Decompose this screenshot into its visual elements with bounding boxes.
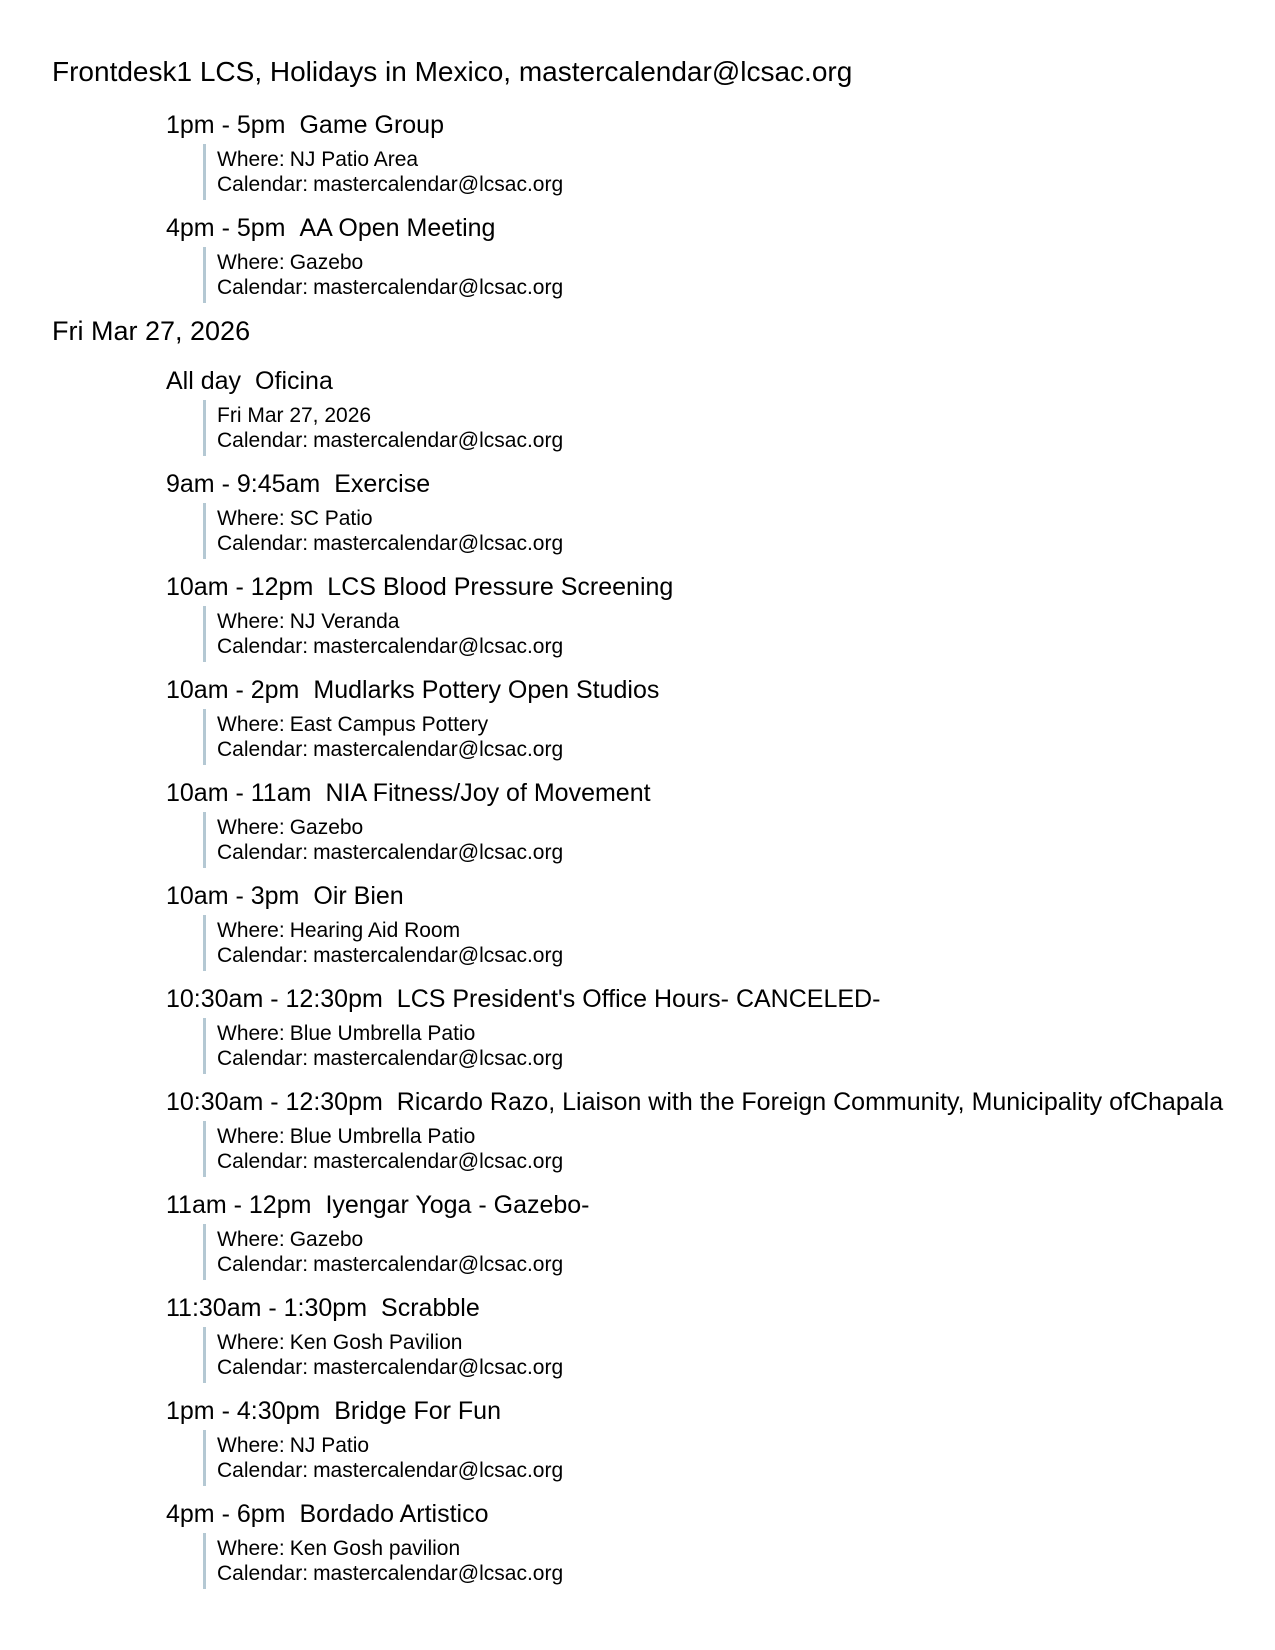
detail-label: Calendar: (217, 1150, 309, 1173)
event-title: Iyengar Yoga - Gazebo- (325, 1191, 590, 1219)
event-item (166, 213, 1235, 303)
event-list (166, 366, 1235, 1589)
event-title: Game Group (299, 111, 444, 139)
detail-label: Where: (217, 816, 285, 839)
event-details (203, 915, 1235, 971)
event-title-line (166, 366, 1235, 397)
event-item (166, 110, 1235, 200)
detail-value: mastercalendar@lcsac.org (313, 944, 564, 967)
detail-label: Where: (217, 1125, 285, 1148)
event-title: NIA Fitness/Joy of Movement (325, 779, 651, 807)
detail-line (217, 712, 1235, 737)
event-time: 1pm - 5pm (166, 111, 286, 139)
event-details (203, 1327, 1235, 1383)
event-item (166, 984, 1235, 1074)
event-details (203, 1224, 1235, 1280)
event-title-line (166, 572, 1235, 603)
detail-value: Ken Gosh Pavilion (289, 1331, 463, 1354)
detail-label: Where: (217, 919, 285, 942)
event-title-line (166, 881, 1235, 912)
detail-label: Calendar: (217, 635, 309, 658)
detail-label: Calendar: (217, 1459, 309, 1482)
event-title-line (166, 984, 1235, 1015)
event-item (166, 1087, 1235, 1177)
detail-line (217, 403, 1235, 428)
detail-line (217, 943, 1235, 968)
detail-label: Calendar: (217, 738, 309, 761)
detail-label: Calendar: (217, 944, 309, 967)
detail-value: mastercalendar@lcsac.org (313, 635, 564, 658)
detail-value: NJ Veranda (289, 610, 400, 633)
detail-line (217, 840, 1235, 865)
detail-line (217, 815, 1235, 840)
event-details (203, 709, 1235, 765)
detail-value: East Campus Pottery (289, 713, 489, 736)
event-title: Bordado Artistico (299, 1500, 489, 1528)
detail-line (217, 531, 1235, 556)
detail-line (217, 737, 1235, 762)
event-time: 10am - 12pm (166, 573, 314, 601)
detail-value: mastercalendar@lcsac.org (313, 429, 564, 452)
event-time: 4pm - 5pm (166, 214, 286, 242)
event-title-line (166, 1396, 1235, 1427)
detail-line (217, 506, 1235, 531)
detail-label: Where: (217, 610, 285, 633)
detail-line (217, 250, 1235, 275)
event-title: Mudlarks Pottery Open Studios (313, 676, 660, 704)
event-time: All day (166, 367, 242, 395)
detail-value: Ken Gosh pavilion (289, 1537, 461, 1560)
event-item (166, 366, 1235, 456)
event-title-line (166, 1293, 1235, 1324)
event-item (166, 1190, 1235, 1280)
detail-line (217, 147, 1235, 172)
detail-value: mastercalendar@lcsac.org (313, 1562, 564, 1585)
event-item (166, 572, 1235, 662)
detail-value: mastercalendar@lcsac.org (313, 173, 564, 196)
event-item (166, 881, 1235, 971)
event-time: 11:30am - 1:30pm (166, 1294, 368, 1322)
event-time: 10:30am - 12:30pm (166, 1088, 383, 1116)
detail-label: Calendar: (217, 841, 309, 864)
event-time: 10am - 2pm (166, 676, 300, 704)
sections (52, 110, 1235, 1589)
event-item (166, 1499, 1235, 1589)
detail-line (217, 1046, 1235, 1071)
event-title-line (166, 110, 1235, 141)
event-title-line (166, 778, 1235, 809)
detail-label: Calendar: (217, 276, 309, 299)
event-title-line (166, 469, 1235, 500)
detail-label: Calendar: (217, 1047, 309, 1070)
detail-value: mastercalendar@lcsac.org (313, 1459, 564, 1482)
event-time: 11am - 12pm (166, 1191, 312, 1219)
detail-label: Where: (217, 148, 285, 171)
detail-label: Where: (217, 507, 285, 530)
detail-line (217, 1124, 1235, 1149)
event-title: Exercise (334, 470, 431, 498)
event-details (203, 247, 1235, 303)
event-title: Oficina (255, 367, 333, 395)
event-details (203, 1533, 1235, 1589)
detail-value: mastercalendar@lcsac.org (313, 276, 564, 299)
detail-line (217, 1252, 1235, 1277)
detail-line (217, 634, 1235, 659)
detail-value: mastercalendar@lcsac.org (313, 532, 564, 555)
event-title: AA Open Meeting (299, 214, 496, 242)
detail-line (217, 1330, 1235, 1355)
event-title: Ricardo Razo, Liaison with the Foreign Community, Municipality ofChapala (396, 1088, 1224, 1116)
detail-label: Where: (217, 1331, 285, 1354)
event-list (166, 110, 1235, 303)
detail-line (217, 172, 1235, 197)
detail-value: NJ Patio Area (289, 148, 419, 171)
page-title: Frontdesk1 LCS, Holidays in Mexico, mastercalendar@lcsac.org (52, 56, 853, 87)
detail-line (217, 1536, 1235, 1561)
event-item (166, 675, 1235, 765)
detail-value: SC Patio (289, 507, 373, 530)
detail-value: Gazebo (289, 251, 364, 274)
event-time: 4pm - 6pm (166, 1500, 286, 1528)
detail-line (217, 1021, 1235, 1046)
event-title-line (166, 675, 1235, 706)
detail-value: Gazebo (289, 816, 364, 839)
event-time: 9am - 9:45am (166, 470, 321, 498)
date-header: Fri Mar 27, 2026 (52, 316, 251, 346)
detail-line (217, 1433, 1235, 1458)
detail-label: Where: (217, 251, 285, 274)
detail-value: mastercalendar@lcsac.org (313, 1253, 564, 1276)
detail-label: Calendar: (217, 1356, 309, 1379)
event-time: 10am - 3pm (166, 882, 300, 910)
detail-value: mastercalendar@lcsac.org (313, 1150, 564, 1173)
event-item (166, 778, 1235, 868)
event-details (203, 812, 1235, 868)
detail-label: Calendar: (217, 532, 309, 555)
detail-label: Calendar: (217, 429, 309, 452)
event-item (166, 1293, 1235, 1383)
detail-line (217, 918, 1235, 943)
event-details (203, 606, 1235, 662)
event-title: Scrabble (381, 1294, 480, 1322)
event-title: LCS Blood Pressure Screening (327, 573, 674, 601)
event-details (203, 503, 1235, 559)
detail-label: Calendar: (217, 173, 309, 196)
event-title-line (166, 1499, 1235, 1530)
event-title: LCS President's Office Hours- CANCELED- (396, 985, 881, 1013)
detail-value: mastercalendar@lcsac.org (313, 738, 564, 761)
detail-line (217, 428, 1235, 453)
detail-line (217, 1149, 1235, 1174)
detail-line (217, 1458, 1235, 1483)
detail-line (217, 275, 1235, 300)
detail-label: Where: (217, 1537, 285, 1560)
detail-label: Where: (217, 713, 285, 736)
detail-line (217, 1561, 1235, 1586)
event-time: 10:30am - 12:30pm (166, 985, 383, 1013)
event-item (166, 1396, 1235, 1486)
detail-value: Blue Umbrella Patio (289, 1022, 476, 1045)
detail-line (217, 609, 1235, 634)
detail-value: mastercalendar@lcsac.org (313, 1356, 564, 1379)
detail-value: mastercalendar@lcsac.org (313, 841, 564, 864)
detail-label: Where: (217, 1434, 285, 1457)
event-title-line (166, 213, 1235, 244)
event-details (203, 1430, 1235, 1486)
detail-value: mastercalendar@lcsac.org (313, 1047, 564, 1070)
event-item (166, 469, 1235, 559)
date-section (52, 316, 1235, 1589)
event-title: Oir Bien (313, 882, 404, 910)
event-title-line (166, 1087, 1235, 1118)
detail-value: Hearing Aid Room (289, 919, 461, 942)
event-title-line (166, 1190, 1235, 1221)
event-time: 10am - 11am (166, 779, 312, 807)
event-details (203, 144, 1235, 200)
detail-line (217, 1227, 1235, 1252)
detail-value: Blue Umbrella Patio (289, 1125, 476, 1148)
detail-label: Calendar: (217, 1253, 309, 1276)
detail-value: NJ Patio (289, 1434, 370, 1457)
detail-line (217, 1355, 1235, 1380)
event-details (203, 1121, 1235, 1177)
detail-label: Where: (217, 1228, 285, 1251)
event-time: 1pm - 4:30pm (166, 1397, 321, 1425)
event-details (203, 1018, 1235, 1074)
detail-label: Calendar: (217, 1562, 309, 1585)
detail-value: Fri Mar 27, 2026 (217, 404, 372, 427)
detail-value: Gazebo (289, 1228, 364, 1251)
event-title: Bridge For Fun (334, 1397, 501, 1425)
detail-label: Where: (217, 1022, 285, 1045)
date-section (52, 110, 1235, 303)
event-details (203, 400, 1235, 456)
